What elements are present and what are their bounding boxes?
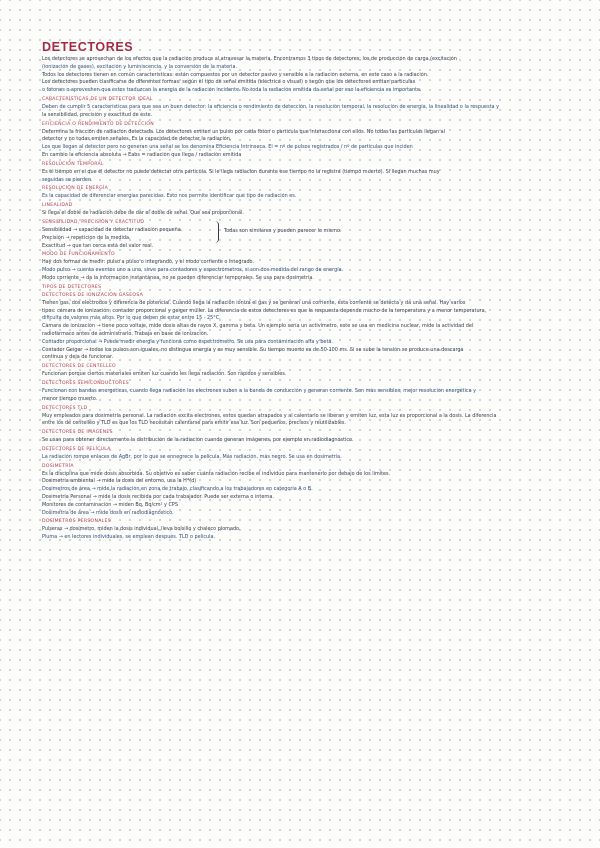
note-line: continua y deja de funcionar.: [42, 354, 114, 361]
note-line: Determina la fracción de radiación detectada. Los detectores emiten un pulso por cada fotón o partícula que interacciona con ellos. No todas las partículas llegan al: [42, 128, 446, 135]
note-line: Funcionan porque ciertos materiales emiten luz cuando les llega radiación. Son rápidos y sensibles.: [42, 371, 287, 378]
section-heading: DETECTORES DE CENTELLEO: [42, 364, 116, 370]
section-heading: DETECTORES DE IONIZACIÓN GASEOSA: [42, 292, 144, 298]
note-line: Es el tiempo en el que el detector no puede detectar otra partícula. Si le llega radiación durante ese tiempo no la registra (tiempo muerto). Si llegan muchas muy: [42, 168, 440, 175]
note-line: En cambio la eficiencia absoluta → Eabs = radiación que llega / radiación emitida: [42, 151, 242, 158]
section-heading: DETECTORES SEMICONDUCTORES: [42, 380, 129, 386]
note-line: Es la disciplina que mide dosis absorbida. Su objetivo es saber cuánta radiación recibe el individuo para mantenerlo por debajo de los límites.: [42, 470, 391, 477]
section-heading: LINEALIDAD: [42, 203, 73, 209]
note-line: Dosimetría Personal → mide la dosis recibida por cada trabajador. Puede ser externa o interna.: [42, 494, 274, 501]
section-heading: DETECTORES DE PELÍCULA: [42, 446, 111, 452]
curly-brace: [212, 221, 219, 243]
note-line: Se usan para obtener directamente la distribución de la radiación cuando generan imágenes, por ejemplo en radiodiagnóstico.: [42, 437, 354, 444]
note-line: Todos los detectores tienen en común características: están compuestos por un detector pasivo y sensible a la radiación externa, en este caso a la radiación.: [42, 71, 429, 78]
note-line: Pluma → en lectores individuales, se emplean después. TLD o película.: [42, 534, 216, 541]
note-line: Tienen gas, dos electrodos y diferencia de potencial. Cuando llega la radiación ioniza el gas y se generan una corriente, esta corriente se detecta y da una señal. Hay varios: [42, 299, 466, 306]
note-line: Muy empleados para dosimetría personal. La radiación excita electrones, estos quedan atrapados y al calentarlo se liberan y emiten luz, esta luz es proporcional a la dosis. La diferencia: [42, 412, 497, 419]
page-title: DETECTORES: [42, 40, 134, 54]
note-line: menor tiempo muerto.: [42, 395, 98, 402]
note-line: Precisión → repetición de la medida.: [42, 234, 131, 241]
note-line: Monitores de contaminación → miden Bq, Bq/cm² y CPS: [42, 501, 178, 508]
section-heading: RESOLUCIÓN DE ENERGÍA: [42, 186, 109, 192]
note-line: Los detectores pueden clasificarse de diferentes formas: según el tipo de señal emitida (eléctrica o visual) o según que los detectores emitan partículas: [42, 79, 416, 86]
notes-part-2: [42, 252, 572, 542]
note-line: Contador Geiger → todos los pulsos son iguales, no distingue energía y es muy sensible. Su tiempo muerto es de 50-100 ms. Si se sube la tensión se produce una descarga: [42, 346, 464, 353]
note-line: Modo corriente → da la información instantánea, no se pueden diferenciar temporales. Se usa para dosimetría.: [42, 274, 314, 281]
note-line: o fotones o aprovechen que estos traduzcan la energía de la radiación incidente. No toda la radiación emitida da señal por eso la eficiencia es importante.: [42, 87, 422, 94]
section-heading: DOSÍMETROS PERSONALES: [42, 519, 111, 525]
note-line: Cámara de ionización → tiene poco voltaje, mide dosis altas de rayos X, gamma y beta. Un ejemplo sería un activímetro, este se usa en medicina nuclear, mide la actividad del: [42, 323, 474, 330]
note-line: Sensibilidad → capacidad de detectar radiación pequeña.: [42, 226, 183, 233]
section-heading: DOSIMETRÍA: [42, 463, 74, 469]
note-line: Hay dos formas de medir: pulso a pulso o integrando, y el modo corriente o integrado.: [42, 259, 255, 266]
note-line: entre los de centelleo y TLD es que los TLD necesitan calentarse para emitir esa luz. Son pequeños, precisos y reutilizables.: [42, 420, 346, 427]
section-heading: SENSIBILIDAD, PRECISIÓN Y EXACTITUD: [42, 219, 145, 225]
note-line: la sensibilidad, precisión y exactitud de éste.: [42, 111, 153, 118]
note-line: Si llega el doble de radiación debe de dar el doble de señal. Que sea proporcional.: [42, 210, 244, 217]
note-line: Dosímetros de área → mide la radiación en zona de trabajo, clasificando a los trabajadores en categoría A o B.: [42, 486, 313, 493]
section-heading: RESOLUCIÓN TEMPORAL: [42, 161, 104, 167]
note-line: Modo pulso → cuenta eventos uno a uno, sirve para contadores y espectrómetros, si son dos medida del rango de energía.: [42, 267, 344, 274]
note-line: Es la capacidad de diferenciar energías parecidas. Esto nos permite identificar qué tipo de radiación es.: [42, 193, 297, 200]
notes-page: [42, 40, 572, 542]
note-line: Dosimetría ambiental → mide la dosis del entorno, usa la H*(d): [42, 478, 197, 485]
section-heading: EFICIENCIA O RENDIMIENTO DE DETECCIÓN: [42, 121, 154, 127]
brace-note: Todas son similares y pueden parecer lo mismo.: [224, 227, 342, 234]
notes-part-1: [42, 56, 572, 218]
note-line: (ionización de gases), excitación y luminiscencia, y la conversión de la materia.: [42, 63, 238, 70]
note-line: Funcionan con bandas energéticas, cuando llega radiación los electrones suben a la banda de conducción y generan corriente. Son más sensibles, mejor resolución energética y: [42, 387, 477, 394]
note-line: Exactitud → que tan cerca está del valor real.: [42, 242, 154, 249]
note-line: Los que llegan al detector pero no generan una señal se los denomina Eficiencia Intrínseca. Ei = nº de pulsos registrados / nº de partículas que inciden: [42, 144, 413, 151]
note-line: Contador proporcional → Puede medir energía y funciona como espectrómetro. Se usa para contaminación alfa y beta.: [42, 338, 333, 345]
note-line: tipos: cámara de ionización, contador proporcional y geiger müller. La diferencia de estos detectores es que la respuesta depende mucho de la temperatura y a menor temperatura,: [42, 307, 487, 314]
sensitivity-block: [42, 220, 572, 250]
section-heading: CARACTERÍSTICAS DE UN DETECTOR IDEAL: [42, 96, 153, 102]
note-line: radiofármaco antes de administrarlo. Trabaja en base de ionización.: [42, 330, 209, 337]
note-line: dificulta de valores más altos. Por lo que deben de estar entre 15 - 25°C.: [42, 315, 221, 322]
note-line: detector y no todas emiten señales. Es la capacidad de detectar la radiación.: [42, 136, 232, 143]
note-line: Pulseras → dosímetro, miden la dosis individual, lleva bolsillo y chaleco plomado.: [42, 526, 241, 533]
section-heading: DETECTORES DE IMÁGENES: [42, 430, 113, 436]
note-line: seguidas se pierden.: [42, 176, 93, 183]
note-line: La radiación rompe enlaces de AgBr, por lo que se ennegrece la película. Más radiación, más negro. Se usa en dosimetría.: [42, 453, 342, 460]
note-line: Los detectores se aprovechan de los efectos que la radiación produce al atravesar la materia. Encontramos 3 tipos de detectores: los de producción de carga (excitación: [42, 56, 457, 62]
section-heading: DETECTORES TLD: [42, 405, 88, 411]
section-heading: MODO DE FUNCIONAMIENTO: [42, 252, 115, 258]
note-line: Deben de cumplir 5 características para que sea un buen detector: la eficiencia o rendimiento de detección, la resolución temporal, la resolución de energía, la linealidad o la respuesta y: [42, 103, 499, 110]
section-heading: TIPOS DE DETECTORES: [42, 284, 102, 290]
note-line: Dosimetría de área → mide dosis en radiodiagnóstico.: [42, 509, 174, 516]
